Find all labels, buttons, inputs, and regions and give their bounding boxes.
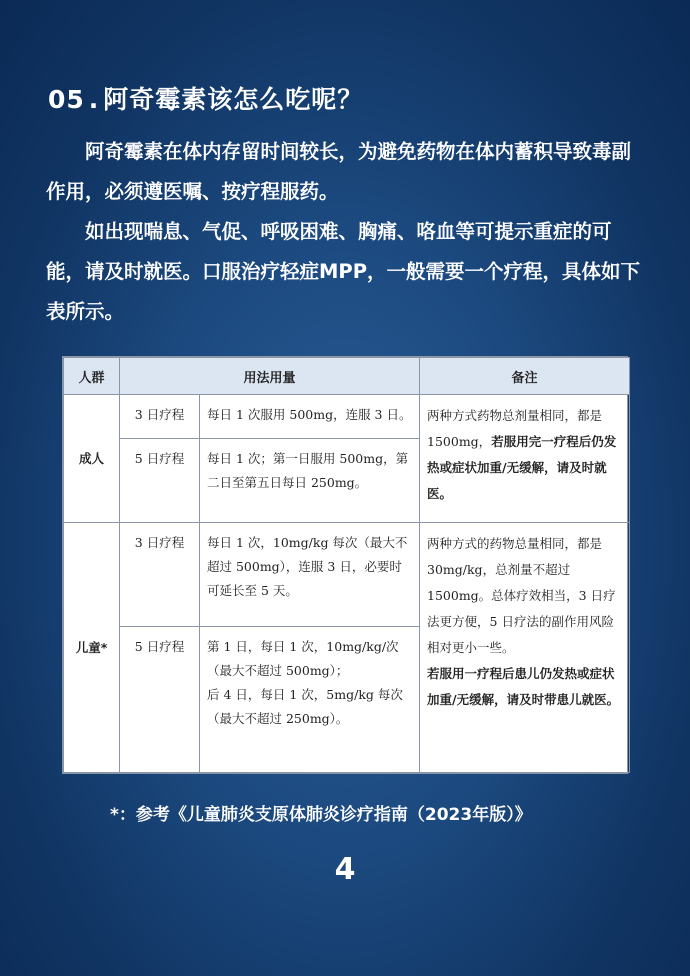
section-number: 05 <box>48 85 85 114</box>
adult-note-cell <box>420 395 630 523</box>
adult-dosage-5day: 每日 1 次；第一日服用 500mg，第二日至第五日每日 250mg。 <box>200 439 420 523</box>
reference-footnote: *：参考《儿童肺炎支原体肺炎诊疗指南（2023年版）》 <box>110 805 532 825</box>
child-dosage-5day <box>200 627 420 773</box>
section-separator: . <box>88 85 100 114</box>
adult-note-plain: 两种方式药物总剂量相同，都是 1500mg， <box>427 408 603 449</box>
child-course-3day: 3 日疗程 <box>120 523 200 627</box>
child-dosage-5day-line2: 后 4 日，每日 1 次，5mg/kg 每次（最大不超过 250mg）。 <box>207 687 403 726</box>
section-heading <box>48 80 363 116</box>
header-group: 人群 <box>64 358 120 395</box>
warning-paragraph: 如出现喘息、气促、呼吸困难、胸痛、咯血等可提示重症的可能，请及时就医。口服治疗轻症MPP，一般需要一个疗程，具体如下表所示。 <box>46 220 640 323</box>
page-number: 4 <box>334 852 356 887</box>
adult-dosage-3day: 每日 1 次服用 500mg，连服 3 日。 <box>200 395 420 439</box>
header-usage: 用法用量 <box>120 358 420 395</box>
dosage-table-container <box>62 356 628 774</box>
child-course-5day: 5 日疗程 <box>120 627 200 773</box>
child-note-bold: 若服用一疗程后患儿仍发热或症状加重/无缓解，请及时带患儿就医。 <box>427 666 620 707</box>
header-note: 备注 <box>420 358 630 395</box>
child-note-plain: 两种方式的药物总量相同，都是 30mg/kg，总剂量不超过 1500mg。总体疗效相当，3 日疗法更方便，5 日疗法的副作用风险相对更小一些。 <box>427 536 616 655</box>
child-group-cell: 儿童* <box>64 523 120 773</box>
child-dosage-5day-line1: 第 1 日，每日 1 次，10mg/kg/次（最大不超过 500mg）； <box>207 639 399 678</box>
table-row <box>64 395 630 439</box>
adult-course-3day: 3 日疗程 <box>120 395 200 439</box>
table-row <box>64 523 630 627</box>
section-title: 阿奇霉素该怎么吃呢？ <box>103 85 364 114</box>
child-note-cell <box>420 523 630 773</box>
table-header-row <box>64 358 630 395</box>
adult-note-bold: 若服用完一疗程后仍发热或症状加重/无缓解，请及时就医。 <box>427 434 617 501</box>
adult-course-5day: 5 日疗程 <box>120 439 200 523</box>
intro-paragraph: 阿奇霉素在体内存留时间较长，为避免药物在体内蓄积导致毒副作用，必须遵医嘱、按疗程服药。 <box>46 140 632 203</box>
adult-group-cell: 成人 <box>64 395 120 523</box>
dosage-table <box>63 357 630 773</box>
child-dosage-3day: 每日 1 次，10mg/kg 每次（最大不超过 500mg），连服 3 日，必要时可延长至 5 天。 <box>200 523 420 627</box>
